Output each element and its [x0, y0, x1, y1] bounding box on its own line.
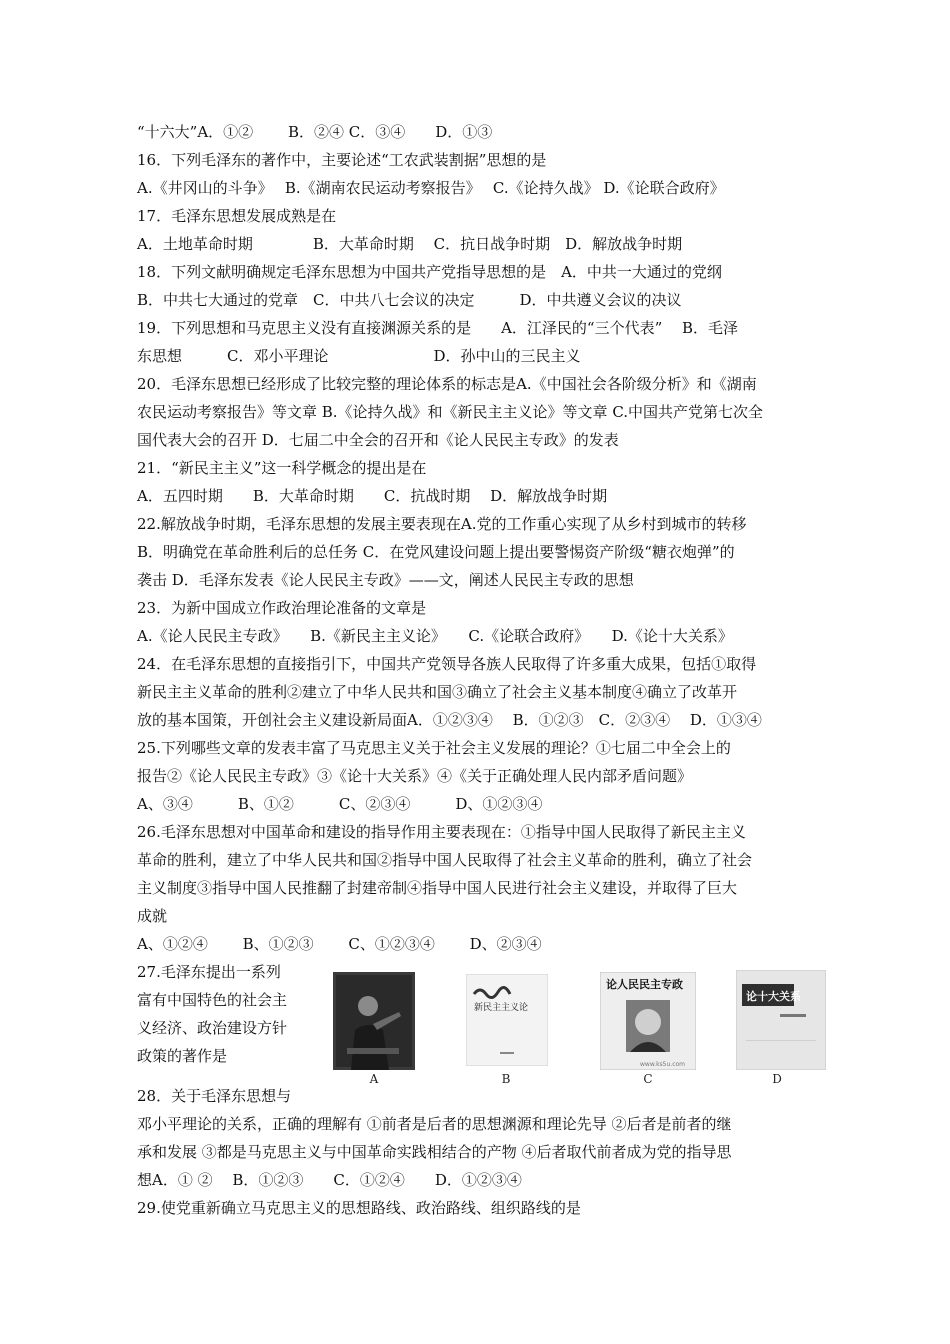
figure-d-label: D: [772, 1072, 782, 1086]
question-29: 29.使党重新确立马克思主义的思想路线、政治路线、组织路线的是: [137, 1199, 581, 1217]
question-25-options: A、③④ B、①② C、②③④ D、①②③④: [137, 795, 543, 813]
question-19: 19．下列思想和马克思主义没有直接渊源关系的是 A．江泽民的“三个代表” B．毛泽: [137, 319, 739, 337]
figure-b-title: 新民主主义论: [474, 1003, 529, 1013]
question-17: 17．毛泽东思想发展成熟是在: [137, 207, 337, 225]
question-16: 16．下列毛泽东的著作中，主要论述“工农武装割据”思想的是: [137, 151, 547, 169]
question-28-options: 想A．① ② B．①②③ C．①②④ D．①②③④: [137, 1171, 522, 1189]
question-24-cont-1: 新民主主义革命的胜利②建立了中华人民共和国③确立了社会主义基本制度④确立了改革开: [137, 683, 738, 701]
question-18: 18．下列文献明确规定毛泽东思想为中国共产党指导思想的是 A．中共一大通过的党纲: [137, 263, 722, 281]
question-16-options: A.《井冈山的斗争》 B.《湖南农民运动考察报告》 C.《论持久战》 D.《论联合政府》: [137, 179, 725, 197]
question-24: 24．在毛泽东思想的直接指引下，中国共产党领导各族人民取得了许多重大成果，包括①取得: [137, 655, 757, 673]
question-21: 21．“新民主主义”这一科学概念的提出是在: [137, 459, 427, 477]
question-28-cont-1: 邓小平理论的关系，正确的理解有 ①前者是后者的思想渊源和理论先导 ②后者是前者的继: [137, 1115, 732, 1133]
question-21-options: A．五四时期 B．大革命时期 C．抗战时期 D．解放战争时期: [137, 487, 608, 505]
figure-d-title: 论十大关系: [746, 990, 801, 1003]
figure-c-label: C: [643, 1072, 653, 1086]
question-17-options: A．土地革命时期 B．大革命时期 C．抗日战争时期 D．解放战争时期: [137, 235, 683, 253]
question-26: 26.毛泽东思想对中国革命和建设的指导作用主要表现在：①指导中国人民取得了新民主主义: [137, 823, 746, 841]
question-26-cont-1: 革命的胜利，建立了中华人民共和国②指导中国人民取得了社会主义革命的胜利，确立了社会: [137, 851, 753, 869]
question-22: 22.解放战争时期，毛泽东思想的发展主要表现在A.党的工作重心实现了从乡村到城市的转移: [137, 515, 747, 533]
question-28-cont-2: 承和发展 ③都是马克思主义与中国革命实践相结合的产物 ④后者取代前者成为党的指导思: [137, 1143, 732, 1161]
question-26-cont-3: 成就: [137, 907, 168, 925]
figure-b-cover: [466, 974, 548, 1066]
question-24-cont-2: 放的基本国策，开创社会主义建设新局面A．①②③④ B．①②③ C．②③④ D．①③④: [137, 711, 762, 729]
figure-a-label: A: [369, 1072, 379, 1086]
question-27-line-1: 27.毛泽东提出一系列: [137, 963, 281, 981]
figure-c-title: 论人民民主专政: [606, 978, 683, 991]
figure-d-cover: [736, 970, 826, 1070]
question-27-line-3: 义经济、政治建设方针: [137, 1019, 288, 1037]
figure-c-cover: [600, 972, 696, 1070]
question-20: 20．毛泽东思想已经形成了比较完整的理论体系的标志是A.《中国社会各阶级分析》和《湖南: [137, 375, 757, 393]
question-27-figures: [330, 960, 830, 1090]
question-23: 23．为新中国成立作政治理论准备的文章是: [137, 599, 427, 617]
question-26-cont-2: 主义制度③指导中国人民推翻了封建帝制④指导中国人民进行社会主义建设，并取得了巨大: [137, 879, 738, 897]
question-28-line-1: 28．关于毛泽东思想与: [137, 1087, 292, 1105]
question-22-cont-1: B．明确党在革命胜利后的总任务 C．在党风建设问题上提出要警惕资产阶级“糖衣炮弹”的: [137, 543, 735, 561]
question-26-options: A、①②④ B、①②③ C、①②③④ D、②③④: [137, 935, 542, 953]
question-19-options: 东思想 C．邓小平理论 D．孙中山的三民主义: [137, 347, 581, 365]
figure-b-label: B: [501, 1072, 511, 1086]
question-18-options: B．中共七大通过的党章 C．中共八七会议的决定 D．中共遵义会议的决议: [137, 291, 682, 309]
text-line-1: “十六大”A．①② B．②④ C．③④ D．①③: [137, 123, 493, 141]
question-23-options: A.《论人民民主专政》 B.《新民主主义论》 C.《论联合政府》 D.《论十大关系》: [137, 627, 733, 645]
question-20-cont-2: 国代表大会的召开 D．七届二中全会的召开和《论人民民主专政》的发表: [137, 431, 619, 449]
question-27-line-4: 政策的著作是: [137, 1047, 228, 1065]
question-25: 25.下列哪些文章的发表丰富了马克思主义关于社会主义发展的理论？①七届二中全会上的: [137, 739, 731, 757]
question-27-line-2: 富有中国特色的社会主: [137, 991, 288, 1009]
figure-a-photo: [333, 972, 415, 1070]
question-20-cont-1: 农民运动考察报告》等文章 B.《论持久战》和《新民主主义论》等文章 C.中国共产党第七次全: [137, 403, 764, 421]
question-25-cont: 报告②《论人民民主专政》③《论十大关系》④《关于正确处理人民内部矛盾问题》: [137, 767, 693, 785]
question-22-cont-2: 袭击 D．毛泽东发表《论人民民主专政》——文，阐述人民民主专政的思想: [137, 571, 634, 589]
figure-c-watermark: www.ks5u.com: [640, 1061, 686, 1068]
